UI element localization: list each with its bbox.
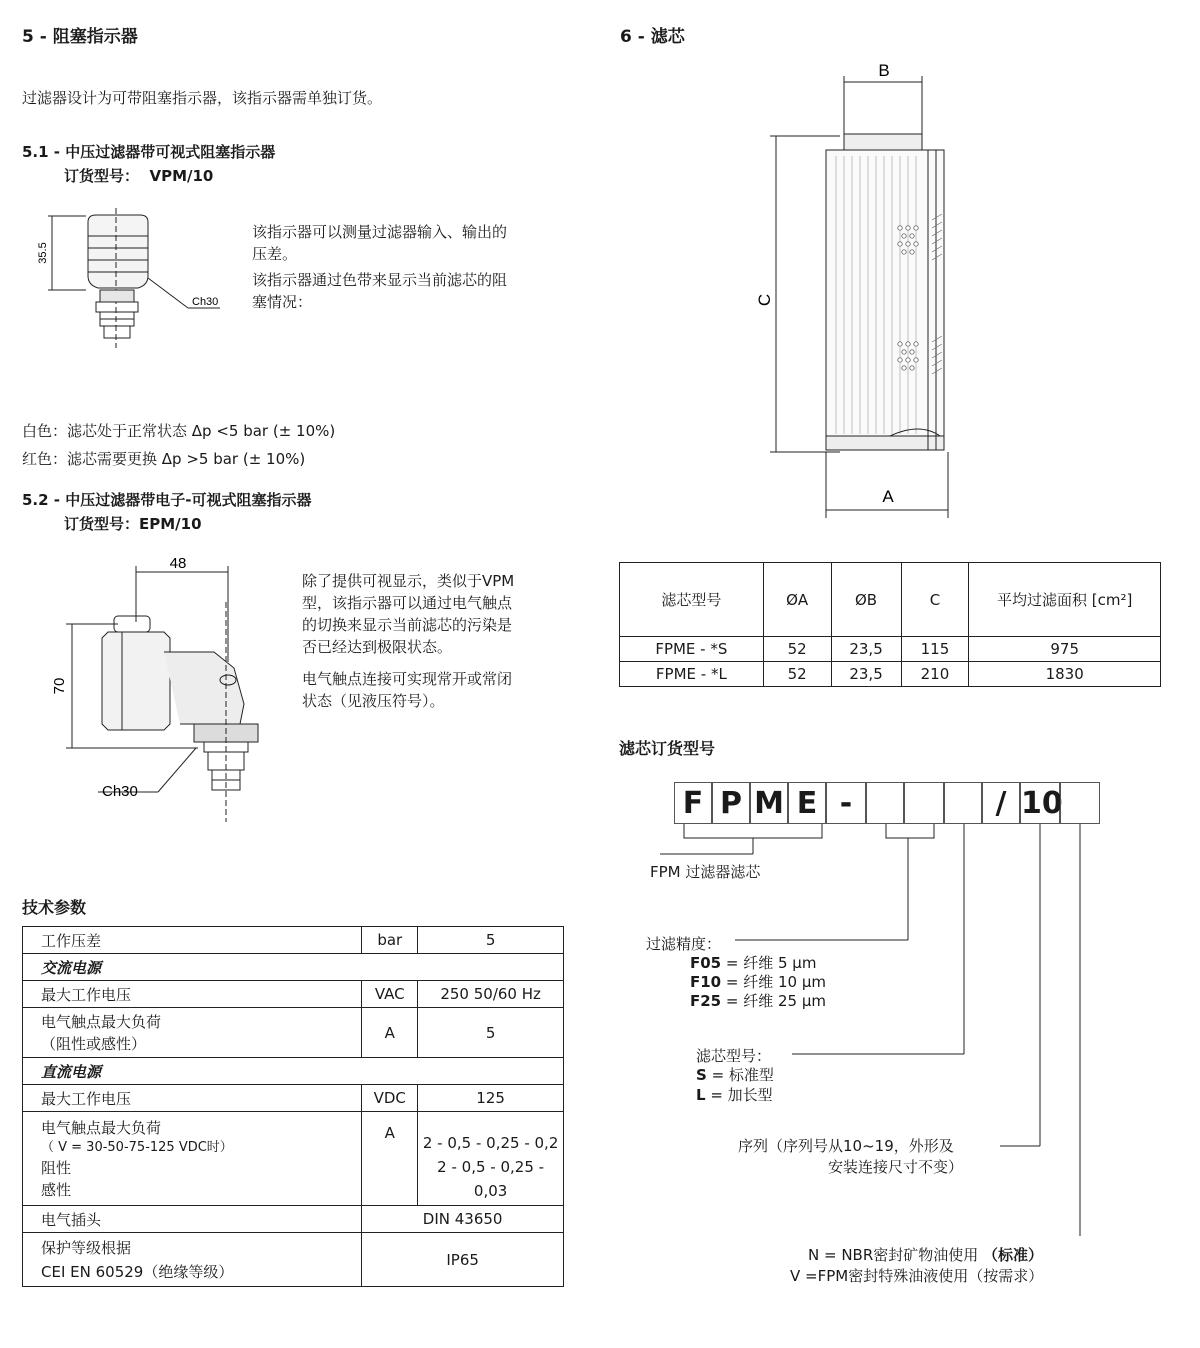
- epm-description: 除了提供可视显示，类似于VPM 型，该指示器可以通过电气触点 的切换来显示当前滤芯的污染是 否已经达到极限状态。 电气触点连接可实现常开或常闭 状态（见液压符号）。: [302, 572, 515, 710]
- code-box: 10: [1020, 782, 1060, 824]
- table-row: 交流电源: [23, 954, 564, 981]
- table-row: 最大工作电压 VAC 250 50/60 Hz: [23, 981, 564, 1008]
- table-header-row: 滤芯型号 ØA ØB C 平均过滤面积 [cm²]: [620, 563, 1161, 637]
- precision-list: [690, 954, 826, 1011]
- list-item: F10 = 纤维 10 µm: [690, 973, 827, 991]
- section-5-2-order: 订货型号：EPM/10: [64, 515, 202, 533]
- fpm-label: FPM 过滤器滤芯: [650, 863, 761, 881]
- order-code-boxes: [674, 782, 1100, 824]
- list-item: F05 = 纤维 5 µm: [690, 954, 817, 972]
- table-row: 工作压差 bar 5: [23, 927, 564, 954]
- section-5-1-order: 订货型号： VPM/10: [64, 167, 214, 185]
- filter-element-drawing: [740, 56, 980, 526]
- dim-b-label: B: [878, 61, 890, 80]
- element-dimensions-table: [619, 562, 1161, 687]
- section-5-2-title: 5.2 - 中压过滤器带电子-可视式阻塞指示器: [22, 491, 312, 509]
- red-state-text: 红色：滤芯需要更换 Δp >5 bar (± 10%): [22, 450, 306, 468]
- epm-dim-width: 48: [169, 555, 187, 572]
- table-row: 直流电源: [23, 1058, 564, 1085]
- epm-indicator-drawing: [48, 552, 278, 832]
- code-box: [866, 782, 904, 824]
- table-row: 电气触点最大负荷 （阻性或感性） A 5: [23, 1008, 564, 1058]
- type-title: 滤芯型号：: [696, 1047, 772, 1065]
- vpm-indicator-drawing: [30, 208, 230, 353]
- table-row: 保护等级根据 CEI EN 60529（绝缘等级） IP65: [23, 1233, 564, 1287]
- code-box: E: [788, 782, 826, 824]
- code-box: [904, 782, 944, 824]
- series-note: 序列（序列号从10~19，外形及 安装连接尺寸不变）: [738, 1137, 964, 1176]
- white-state-text: 白色：滤芯处于正常状态 Δp <5 bar (± 10%): [22, 422, 336, 440]
- table-row: FPME - *S 52 23,5 115 975: [620, 637, 1161, 662]
- code-box: P: [712, 782, 750, 824]
- dim-c-label: C: [755, 293, 774, 307]
- dim-a-label: A: [882, 487, 894, 506]
- order-code-title: 滤芯订货型号: [619, 739, 716, 758]
- vpm-dim-hex: Ch30: [192, 296, 219, 308]
- code-box: M: [750, 782, 788, 824]
- vpm-dim-height: 35.5: [37, 242, 49, 264]
- table-row: 电气插头 DIN 43650: [23, 1206, 564, 1233]
- epm-dim-hex: Ch30: [102, 783, 138, 800]
- seal-note: N = NBR密封矿物油使用 （标准） V =FPM密封特殊油液使用（按需求）: [790, 1246, 1044, 1285]
- table-row: FPME - *L 52 23,5 210 1830: [620, 662, 1161, 687]
- section-5-intro: 过滤器设计为可带阻塞指示器，该指示器需单独订货。: [22, 89, 383, 107]
- section-6-title: 6 - 滤芯: [620, 27, 685, 47]
- epm-dim-height: 70: [51, 677, 68, 695]
- tech-params-table: [22, 926, 564, 1287]
- table-row: 电气触点最大负荷 （ V = 30-50-75-125 VDC时） 阻性 感性 A 2 - 0,5 - 0,25 - 0,2 2 - 0,5 - 0,25 - 0,03: [23, 1112, 564, 1206]
- code-box: [944, 782, 982, 824]
- type-list: [696, 1065, 774, 1105]
- code-box: F: [674, 782, 712, 824]
- list-item: F25 = 纤维 25 µm: [690, 992, 827, 1010]
- precision-title: 过滤精度：: [646, 935, 722, 953]
- list-item: S = 标准型: [696, 1066, 774, 1084]
- code-box: -: [826, 782, 866, 824]
- section-5-title: 5 - 阻塞指示器: [22, 27, 138, 47]
- order-code-connectors: [640, 824, 1110, 1244]
- code-box: /: [982, 782, 1020, 824]
- code-box: [1060, 782, 1100, 824]
- list-item: L = 加长型: [696, 1086, 773, 1104]
- table-row: 最大工作电压 VDC 125: [23, 1085, 564, 1112]
- vpm-description: 该指示器可以测量过滤器输入、输出的 压差。 该指示器通过色带来显示当前滤芯的阻 塞情况：: [252, 223, 508, 311]
- tech-params-title: 技术参数: [22, 898, 87, 917]
- section-5-1-title: 5.1 - 中压过滤器带可视式阻塞指示器: [22, 143, 276, 161]
